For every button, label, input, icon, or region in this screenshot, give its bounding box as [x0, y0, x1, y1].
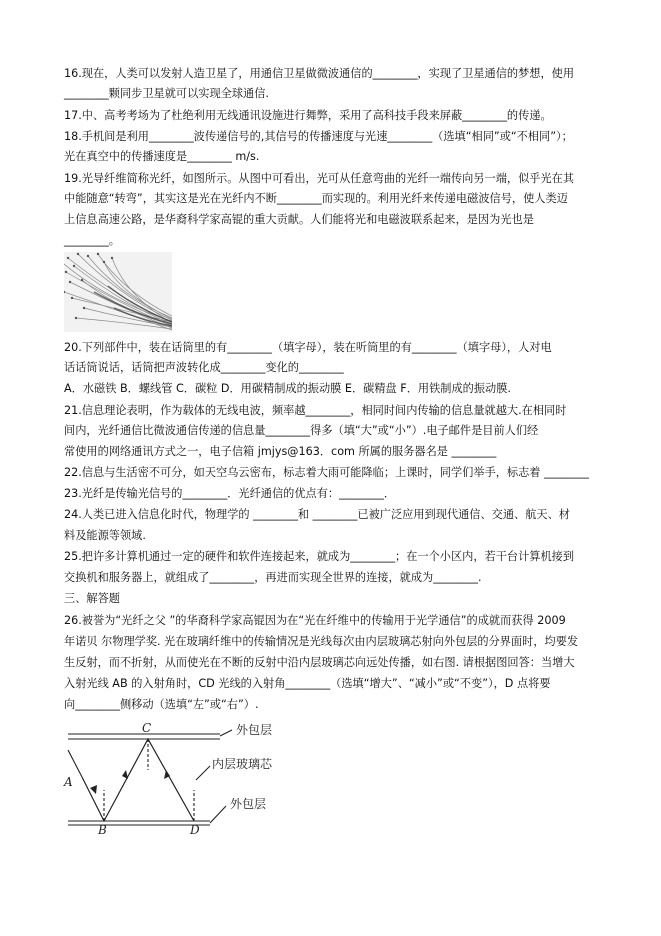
reflection-svg: [60, 722, 320, 834]
incident-ray-A: [68, 750, 82, 777]
section-heading: 三、解答题: [64, 592, 120, 605]
leader-outer-top: [220, 730, 232, 736]
optical-fiber-image: [64, 252, 172, 332]
q19-line-4: ________。: [64, 234, 120, 247]
q21-line-2: 间内，光纤通信比微波通信传递的信息量________得多（填“大”或“小”）.电子邮件是目前人们经: [64, 424, 539, 437]
arrow-BC: [122, 770, 128, 779]
q20-line-2: 话话筒说话，话筒把声波转化成________变化的________: [64, 361, 344, 374]
q25-line-2: 交换机和服务器上，就组成了________，再进而实现全世界的连接，就成为________.: [64, 571, 482, 584]
arrow-AB: [90, 785, 97, 794]
q19-line-3: 上信息高速公路，是华裔科学家高锟的重大贡献。人们能将光和电磁波联系起来，是因为光也是: [64, 213, 534, 226]
q18-line-2: 光在真空中的传播速度是________ m/s.: [64, 150, 260, 163]
q16-line-2: ________颗同步卫星就可以实现全球通信.: [64, 87, 269, 100]
q19-line-1: 19.光导纤维简称光纤，如图所示。从图中可看出，光可从任意弯曲的光纤一端传向另一端，似乎光在其: [64, 172, 575, 185]
q26-line-1: 26.被誉为“光纤之父 ”的华裔科学家高锟因为在“光在纤维中的传输用于光学通信”的成就而获得 2009: [64, 614, 566, 627]
leader-outer-bottom: [210, 806, 226, 823]
q26-line-4: 入射光线 AB 的入射角时，CD 光线的入射角________（选填“增大”、“减小”或“不变”），D 点将要: [64, 677, 551, 690]
q26-line-5: 向________侧移动（选填“左”或“右”）.: [64, 698, 259, 711]
label-inner-core: 内层玻璃芯: [212, 757, 273, 771]
label-C: C: [142, 722, 152, 735]
q17-line-1: 17.中、高考考场为了杜绝利用无线通讯设施进行舞弊，采用了高科技手段来屏蔽________的传递。: [64, 109, 552, 122]
q21-line-1: 21.信息理论表明，作为载体的无线电波，频率越________，相同时间内传输的信息量就越大.在相同时: [64, 404, 567, 417]
leader-inner-core: [196, 766, 210, 780]
label-A: A: [64, 775, 73, 789]
q19-line-2: 中能随意“转弯”，其实这是光在光纤内不断________而实现的。利用光纤来传递电磁波信号，使人类迈: [64, 192, 568, 205]
q22-line-1: 22.信息与生活密不可分，如天空乌云密布，标志着大雨可能降临；上课时，同学们举手，标志着 ________: [64, 466, 589, 479]
q16-line-1: 16.现在，人类可以发射人造卫星了，用通信卫星做微波通信的________，实现了卫星通信的梦想，使用: [64, 67, 575, 80]
light-ray-path: [82, 739, 194, 821]
q26-line-2: 年诺贝 尔物理学奖. 光在玻璃纤维中的传输情况是光线每次由内层玻璃芯射向外包层的分界面时，均要发: [64, 635, 579, 648]
q24-line-1: 24.人类已进入信息化时代，物理学的 ________和 ________已被广泛应用到现代通信、交通、航天、材: [64, 508, 570, 521]
light-reflection-diagram: [60, 722, 320, 834]
optical-fiber-photo: [64, 252, 172, 332]
q20-line-1: 20.下列部件中，装在话筒里的有________（填字母），装在听筒里的有________（填字母），人对电: [64, 341, 552, 354]
q25-line-1: 25.把许多计算机通过一定的硬件和软件连接起来，就成为________；在一个小区内，若干台计算机接到: [64, 550, 575, 563]
q18-line-1: 18.手机间是利用________波传递信号的,其信号的传播速度与光速________（选填“相同”或“不相同”）；: [64, 130, 573, 143]
q24-line-2: 料及能源等领域.: [64, 529, 146, 542]
label-B: B: [98, 823, 107, 834]
q20-options: A．水磁铁 B．螺线管 C．碳粒 D．用碳精制成的振动膜 E．碳精盘 F．用铁制成的振动膜.: [64, 382, 511, 395]
label-outer-top: 外包层: [236, 723, 273, 737]
label-outer-bottom: 外包层: [230, 797, 267, 811]
q23-line-1: 23.光纤是传输光信号的________．光纤通信的优点有：________．: [64, 487, 396, 500]
q21-line-3: 常使用的网络通讯方式之一，电子信箱 jmjys@163．com 所属的服务器名是 ________: [64, 445, 497, 458]
label-D: D: [190, 823, 200, 834]
q26-line-3: 生反射，而不折射，从而使光在不断的反射中沿内层玻璃芯向远处传播，如右图. 请根据图回答：当增大: [64, 656, 575, 669]
